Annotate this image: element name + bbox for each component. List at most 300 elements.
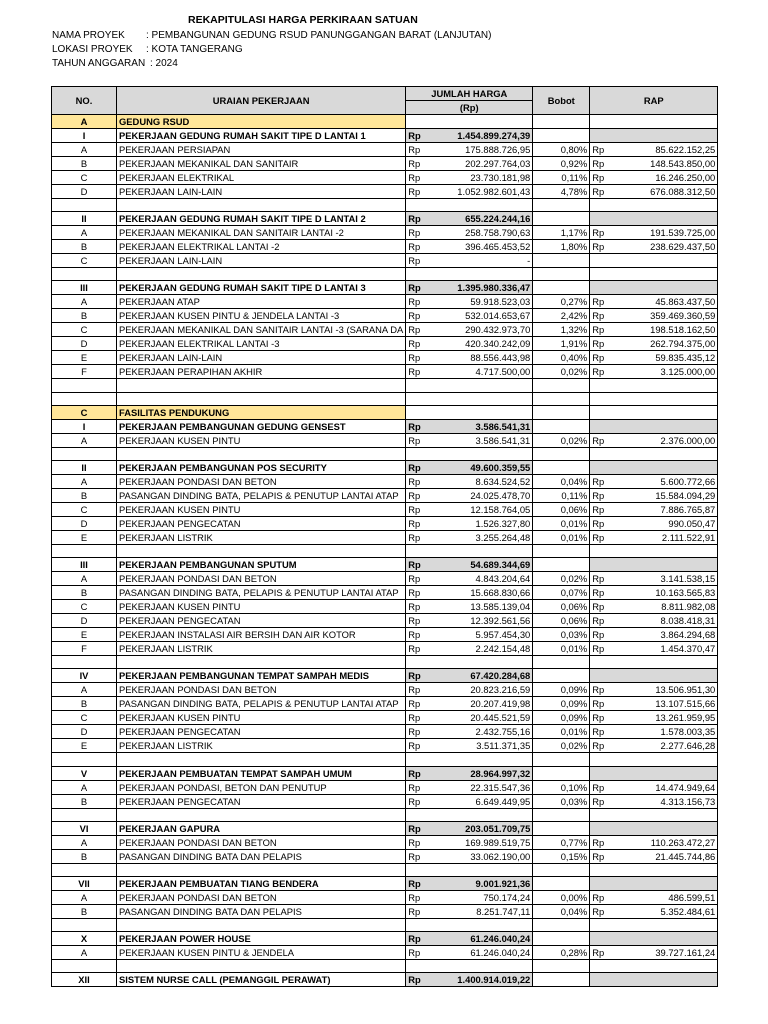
weight-percent: 0,28% <box>533 946 590 960</box>
table-row <box>52 835 718 849</box>
row-description: PEKERJAAN LAIN-LAIN <box>117 351 406 365</box>
amount-value: 49.600.359,55 <box>427 460 533 474</box>
currency-label: Rp <box>406 739 427 753</box>
currency-label: Rp <box>406 530 427 544</box>
weight-percent: 0,09% <box>533 683 590 697</box>
row-description <box>117 392 406 405</box>
rap-currency-label: Rp <box>590 474 612 488</box>
weight-percent: 0,03% <box>533 628 590 642</box>
rap-currency-label <box>590 447 612 460</box>
row-number: E <box>52 739 117 753</box>
rap-currency-label <box>590 973 612 987</box>
weight-percent <box>533 405 590 419</box>
rap-currency-label <box>590 960 612 973</box>
row-description: PEKERJAAN GAPURA <box>117 821 406 835</box>
table-row <box>52 240 718 254</box>
row-description: PASANGAN DINDING BATA DAN PELAPIS <box>117 904 406 918</box>
currency-label: Rp <box>406 725 427 739</box>
row-description: PEKERJAAN LISTRIK <box>117 642 406 656</box>
currency-label: Rp <box>406 281 427 295</box>
rap-currency-label <box>590 129 612 143</box>
amount-value: 61.246.040,24 <box>427 946 533 960</box>
row-description: PEKERJAAN KUSEN PINTU <box>117 433 406 447</box>
rap-currency-label: Rp <box>590 351 612 365</box>
row-number: III <box>52 558 117 572</box>
row-number: C <box>52 600 117 614</box>
row-description: GEDUNG RSUD <box>117 115 406 129</box>
rap-value <box>612 766 718 780</box>
row-description <box>117 960 406 973</box>
budget-year-row <box>52 58 178 69</box>
amount-value: 4.717.500,00 <box>427 365 533 379</box>
section-row <box>52 281 718 295</box>
row-description: PASANGAN DINDING BATA DAN PELAPIS <box>117 849 406 863</box>
amount-value: 88.556.443,98 <box>427 351 533 365</box>
row-description: PEKERJAAN PONDASI DAN BETON <box>117 835 406 849</box>
table-row <box>52 309 718 323</box>
section-row <box>52 766 718 780</box>
rap-value <box>612 379 718 392</box>
section-row <box>52 419 718 433</box>
row-number: B <box>52 240 117 254</box>
rap-currency-label <box>590 419 612 433</box>
table-row <box>52 628 718 642</box>
amount-value: 1.526.327,80 <box>427 516 533 530</box>
col-jumlah-unit-header: (Rp) <box>406 101 533 115</box>
rap-currency-label <box>590 212 612 226</box>
row-number: VI <box>52 821 117 835</box>
row-description: PEKERJAAN PONDASI DAN BETON <box>117 572 406 586</box>
currency-label <box>406 960 427 973</box>
row-number <box>52 447 117 460</box>
row-number: I <box>52 419 117 433</box>
section-row <box>52 821 718 835</box>
row-description: PEKERJAAN PEMBANGUNAN GEDUNG GENSEST <box>117 419 406 433</box>
rap-value: 13.107.515,66 <box>612 697 718 711</box>
amount-value: 67.420.284,68 <box>427 669 533 683</box>
row-description: PEKERJAAN PONDASI, BETON DAN PENUTUP <box>117 780 406 794</box>
rap-value: 1.454.370,47 <box>612 642 718 656</box>
currency-label: Rp <box>406 212 427 226</box>
blank-row <box>52 447 718 460</box>
table-row <box>52 516 718 530</box>
weight-percent: 0,01% <box>533 530 590 544</box>
amount-value: 203.051.709,75 <box>427 821 533 835</box>
currency-label: Rp <box>406 185 427 199</box>
currency-label: Rp <box>406 516 427 530</box>
currency-label: Rp <box>406 337 427 351</box>
amount-value: 532.014.653,67 <box>427 309 533 323</box>
rap-currency-label: Rp <box>590 365 612 379</box>
amount-value: 3.511.371,35 <box>427 739 533 753</box>
rap-value: 2.277.646,28 <box>612 739 718 753</box>
section-row <box>52 129 718 143</box>
currency-label <box>406 656 427 669</box>
rap-currency-label: Rp <box>590 295 612 309</box>
currency-label: Rp <box>406 932 427 946</box>
row-description: PEKERJAAN LAIN-LAIN <box>117 185 406 199</box>
row-number: A <box>52 115 117 129</box>
weight-percent <box>533 669 590 683</box>
rap-value <box>612 932 718 946</box>
rap-value: 191.539.725,00 <box>612 226 718 240</box>
table-row <box>52 502 718 516</box>
row-description <box>117 656 406 669</box>
group-row <box>52 115 718 129</box>
rap-value: 2.376.000,00 <box>612 433 718 447</box>
row-number: D <box>52 516 117 530</box>
row-number: C <box>52 711 117 725</box>
row-number: A <box>52 835 117 849</box>
amount-value <box>427 115 533 129</box>
rap-value: 45.863.437,50 <box>612 295 718 309</box>
rap-currency-label: Rp <box>590 946 612 960</box>
row-number: B <box>52 488 117 502</box>
project-location-row <box>52 44 243 55</box>
row-number: F <box>52 642 117 656</box>
rap-currency-label: Rp <box>590 739 612 753</box>
row-description: PEKERJAAN PEMBUATAN TEMPAT SAMPAH UMUM <box>117 766 406 780</box>
project-location-value: : KOTA TANGERANG <box>146 44 243 55</box>
blank-row <box>52 199 718 212</box>
rap-currency-label <box>590 405 612 419</box>
currency-label <box>406 392 427 405</box>
weight-percent: 0,02% <box>533 739 590 753</box>
weight-percent: 0,01% <box>533 725 590 739</box>
rap-currency-label: Rp <box>590 697 612 711</box>
row-number: X <box>52 932 117 946</box>
row-description: PEKERJAAN MEKANIKAL DAN SANITAIR LANTAI -2 <box>117 226 406 240</box>
rap-currency-label <box>590 863 612 876</box>
row-number: IV <box>52 669 117 683</box>
amount-value: 8.634.524,52 <box>427 474 533 488</box>
table-row <box>52 351 718 365</box>
row-description: PEKERJAAN PONDASI DAN BETON <box>117 683 406 697</box>
blank-row <box>52 544 718 557</box>
row-number <box>52 808 117 821</box>
row-description: PASANGAN DINDING BATA, PELAPIS & PENUTUP LANTAI ATAP <box>117 586 406 600</box>
section-row <box>52 876 718 890</box>
row-description: PEKERJAAN KUSEN PINTU <box>117 502 406 516</box>
currency-label: Rp <box>406 946 427 960</box>
rap-value: 3.125.000,00 <box>612 365 718 379</box>
row-description: PASANGAN DINDING BATA, PELAPIS & PENUTUP LANTAI ATAP <box>117 697 406 711</box>
row-number: B <box>52 157 117 171</box>
rap-currency-label: Rp <box>590 240 612 254</box>
currency-label: Rp <box>406 365 427 379</box>
row-description: PASANGAN DINDING BATA, PELAPIS & PENUTUP LANTAI ATAP <box>117 488 406 502</box>
row-description: PEKERJAAN LISTRIK <box>117 739 406 753</box>
rap-currency-label <box>590 115 612 129</box>
amount-value: 1.052.982.601,43 <box>427 185 533 199</box>
rap-currency-label <box>590 199 612 212</box>
rap-value <box>612 212 718 226</box>
table-row <box>52 171 718 185</box>
row-number: C <box>52 405 117 419</box>
row-number: B <box>52 309 117 323</box>
rap-currency-label: Rp <box>590 572 612 586</box>
amount-value: 20.445.521,59 <box>427 711 533 725</box>
currency-label <box>406 115 427 129</box>
row-description: FASILITAS PENDUKUNG <box>117 405 406 419</box>
table-row <box>52 365 718 379</box>
row-description: PEKERJAAN GEDUNG RUMAH SAKIT TIPE D LANTAI 1 <box>117 129 406 143</box>
section-row <box>52 932 718 946</box>
group-row <box>52 405 718 419</box>
amount-value: 28.964.997,32 <box>427 766 533 780</box>
rap-value: 8.811.982,08 <box>612 600 718 614</box>
weight-percent: 1,17% <box>533 226 590 240</box>
rap-value: 990.050,47 <box>612 516 718 530</box>
row-number: A <box>52 226 117 240</box>
amount-value <box>427 808 533 821</box>
row-description <box>117 544 406 557</box>
currency-label: Rp <box>406 876 427 890</box>
amount-value: 175.888.726,95 <box>427 143 533 157</box>
rap-value: 16.246.250,00 <box>612 171 718 185</box>
rap-currency-label: Rp <box>590 323 612 337</box>
weight-percent <box>533 766 590 780</box>
weight-percent: 0,04% <box>533 904 590 918</box>
rap-currency-label <box>590 766 612 780</box>
row-description: PEKERJAAN PEMBANGUNAN SPUTUM <box>117 558 406 572</box>
weight-percent <box>533 973 590 987</box>
rap-value: 15.584.094,29 <box>612 488 718 502</box>
row-description <box>117 447 406 460</box>
rap-currency-label <box>590 918 612 931</box>
amount-value: 13.585.139,04 <box>427 600 533 614</box>
amount-value: 15.668.830,66 <box>427 586 533 600</box>
rap-value <box>612 821 718 835</box>
currency-label: Rp <box>406 669 427 683</box>
col-uraian-header: URAIAN PEKERJAAN <box>117 87 406 115</box>
currency-label <box>406 918 427 931</box>
currency-label: Rp <box>406 835 427 849</box>
weight-percent: 0,06% <box>533 614 590 628</box>
rap-currency-label: Rp <box>590 628 612 642</box>
currency-label: Rp <box>406 697 427 711</box>
row-number: E <box>52 351 117 365</box>
table-row <box>52 614 718 628</box>
table-row <box>52 323 718 337</box>
row-description: PEKERJAAN KUSEN PINTU <box>117 711 406 725</box>
row-description <box>117 753 406 766</box>
amount-value: 59.918.523,03 <box>427 295 533 309</box>
currency-label: Rp <box>406 460 427 474</box>
rap-value <box>612 918 718 931</box>
table-row <box>52 337 718 351</box>
row-description: PEKERJAAN MEKANIKAL DAN SANITAIR <box>117 157 406 171</box>
currency-label: Rp <box>406 794 427 808</box>
rap-currency-label <box>590 669 612 683</box>
rap-value: 3.141.538,15 <box>612 572 718 586</box>
row-description: PEKERJAAN KUSEN PINTU <box>117 600 406 614</box>
row-number: E <box>52 530 117 544</box>
weight-percent <box>533 115 590 129</box>
rap-currency-label: Rp <box>590 794 612 808</box>
rap-currency-label <box>590 281 612 295</box>
col-jumlah-header: JUMLAH HARGA <box>406 87 533 101</box>
row-description: PEKERJAAN LAIN-LAIN <box>117 254 406 268</box>
table-row <box>52 711 718 725</box>
currency-label: Rp <box>406 351 427 365</box>
rap-currency-label: Rp <box>590 433 612 447</box>
rap-value: 486.599,51 <box>612 890 718 904</box>
amount-value <box>427 447 533 460</box>
rap-currency-label <box>590 932 612 946</box>
currency-label: Rp <box>406 849 427 863</box>
rap-value <box>612 392 718 405</box>
table-row <box>52 254 718 268</box>
row-number: A <box>52 946 117 960</box>
rap-value: 359.469.360,59 <box>612 309 718 323</box>
row-number: VII <box>52 876 117 890</box>
currency-label: Rp <box>406 683 427 697</box>
rap-value: 5.600.772,66 <box>612 474 718 488</box>
rap-value: 198.518.162,50 <box>612 323 718 337</box>
row-number: A <box>52 433 117 447</box>
recap-table <box>51 86 718 987</box>
amount-value: 12.392.561,56 <box>427 614 533 628</box>
currency-label <box>406 199 427 212</box>
blank-row <box>52 392 718 405</box>
rap-value: 21.445.744,86 <box>612 849 718 863</box>
weight-percent: 0,02% <box>533 572 590 586</box>
rap-value <box>612 656 718 669</box>
amount-value: 54.689.344,69 <box>427 558 533 572</box>
table-row <box>52 739 718 753</box>
table-header-row <box>52 87 718 101</box>
row-description: PEKERJAAN KUSEN PINTU & JENDELA LANTAI -3 <box>117 309 406 323</box>
row-number: XII <box>52 973 117 987</box>
row-number <box>52 918 117 931</box>
row-number: B <box>52 794 117 808</box>
table-row <box>52 143 718 157</box>
amount-value: 169.989.519,75 <box>427 835 533 849</box>
row-number: C <box>52 171 117 185</box>
weight-percent <box>533 419 590 433</box>
row-number: F <box>52 365 117 379</box>
section-row <box>52 212 718 226</box>
currency-label <box>406 405 427 419</box>
rap-value <box>612 447 718 460</box>
row-description: SISTEM NURSE CALL (PEMANGGIL PERAWAT) <box>117 973 406 987</box>
table-row <box>52 226 718 240</box>
amount-value: 12.158.764,05 <box>427 502 533 516</box>
rap-currency-label: Rp <box>590 143 612 157</box>
currency-label: Rp <box>406 226 427 240</box>
weight-percent: 0,07% <box>533 586 590 600</box>
row-number <box>52 863 117 876</box>
rap-currency-label: Rp <box>590 835 612 849</box>
weight-percent <box>533 753 590 766</box>
rap-currency-label: Rp <box>590 614 612 628</box>
currency-label: Rp <box>406 628 427 642</box>
row-number: B <box>52 849 117 863</box>
row-description <box>117 268 406 281</box>
rap-currency-label: Rp <box>590 185 612 199</box>
rap-value: 10.163.565,83 <box>612 586 718 600</box>
currency-label: Rp <box>406 419 427 433</box>
row-number: A <box>52 143 117 157</box>
rap-value <box>612 115 718 129</box>
section-row <box>52 460 718 474</box>
currency-label: Rp <box>406 973 427 987</box>
row-description: PEKERJAAN ELEKTRIKAL LANTAI -2 <box>117 240 406 254</box>
rap-value: 1.578.003,35 <box>612 725 718 739</box>
currency-label: Rp <box>406 821 427 835</box>
rap-value: 4.313.156,73 <box>612 794 718 808</box>
currency-label: Rp <box>406 143 427 157</box>
rap-value: 13.261.959,95 <box>612 711 718 725</box>
row-number: D <box>52 185 117 199</box>
table-row <box>52 642 718 656</box>
row-description: PEKERJAAN PONDASI DAN BETON <box>117 890 406 904</box>
amount-value: 61.246.040,24 <box>427 932 533 946</box>
currency-label: Rp <box>406 240 427 254</box>
rap-currency-label: Rp <box>590 337 612 351</box>
weight-percent: 4,78% <box>533 185 590 199</box>
table-row <box>52 849 718 863</box>
project-name-row <box>52 30 491 41</box>
rap-value <box>612 558 718 572</box>
weight-percent: 0,06% <box>533 502 590 516</box>
weight-percent <box>533 129 590 143</box>
row-number <box>52 268 117 281</box>
rap-currency-label: Rp <box>590 780 612 794</box>
rap-currency-label: Rp <box>590 488 612 502</box>
rap-value: 110.263.472,27 <box>612 835 718 849</box>
weight-percent: 0,15% <box>533 849 590 863</box>
weight-percent: 0,11% <box>533 488 590 502</box>
rap-value: 2.111.522,91 <box>612 530 718 544</box>
weight-percent <box>533 960 590 973</box>
currency-label: Rp <box>406 488 427 502</box>
row-number: B <box>52 904 117 918</box>
rap-currency-label <box>590 808 612 821</box>
weight-percent: 0,09% <box>533 697 590 711</box>
amount-value: - <box>427 254 533 268</box>
weight-percent <box>533 876 590 890</box>
row-description: PEKERJAAN KUSEN PINTU & JENDELA <box>117 946 406 960</box>
weight-percent <box>533 808 590 821</box>
row-number: A <box>52 295 117 309</box>
rap-currency-label <box>590 254 612 268</box>
row-number: A <box>52 572 117 586</box>
row-number: C <box>52 323 117 337</box>
rap-value <box>612 129 718 143</box>
currency-label: Rp <box>406 890 427 904</box>
currency-label <box>406 808 427 821</box>
weight-percent <box>533 281 590 295</box>
rap-value: 13.506.951,30 <box>612 683 718 697</box>
amount-value: 22.315.547,36 <box>427 780 533 794</box>
weight-percent: 0,40% <box>533 351 590 365</box>
blank-row <box>52 863 718 876</box>
weight-percent: 1,80% <box>533 240 590 254</box>
rap-value <box>612 876 718 890</box>
currency-label <box>406 447 427 460</box>
section-row <box>52 973 718 987</box>
rap-value <box>612 808 718 821</box>
currency-label: Rp <box>406 600 427 614</box>
table-row <box>52 530 718 544</box>
rap-currency-label: Rp <box>590 586 612 600</box>
row-description: PEKERJAAN ATAP <box>117 295 406 309</box>
weight-percent: 0,11% <box>533 171 590 185</box>
section-row <box>52 669 718 683</box>
rap-value <box>612 199 718 212</box>
